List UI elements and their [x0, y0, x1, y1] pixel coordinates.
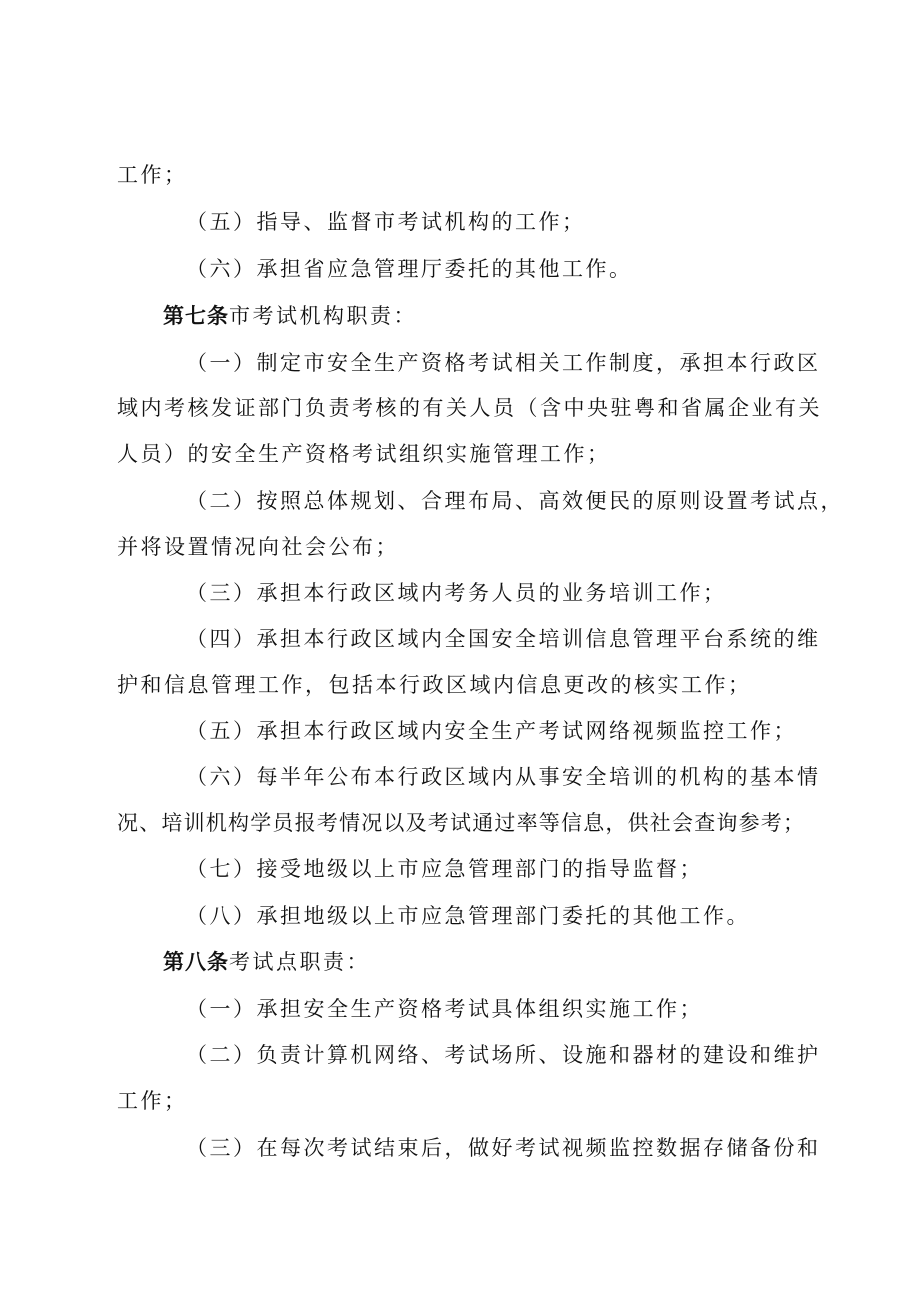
paragraph-line: 并将设置情况向社会公布； [117, 535, 399, 559]
paragraph-line: （一）制定市安全生产资格考试相关工作制度，承担本行政区 [186, 351, 821, 375]
paragraph-line: 人员）的安全生产资格考试组织实施管理工作； [117, 442, 611, 466]
paragraph-line: （八）承担地级以上市应急管理部门委托的其他工作。 [186, 904, 750, 928]
paragraph-line: 工作； [117, 1089, 188, 1113]
paragraph-line: 工作； [117, 163, 188, 187]
paragraph-line: （二）负责计算机网络、考试场所、设施和器材的建设和维护 [186, 1043, 821, 1067]
paragraph-line: （六）承担省应急管理厅委托的其他工作。 [186, 257, 633, 281]
paragraph-line: 护和信息管理工作，包括本行政区域内信息更改的核实工作； [117, 673, 752, 697]
paragraph-line: （二）按照总体规划、合理布局、高效便民的原则设置考试点， [186, 489, 844, 513]
article-number: 第八条 [163, 950, 229, 974]
paragraph-line: （三）在每次考试结束后，做好考试视频监控数据存储备份和 [186, 1136, 821, 1160]
paragraph-line: （五）承担本行政区域内安全生产考试网络视频监控工作； [186, 719, 797, 743]
paragraph-line: （七）接受地级以上市应急管理部门的指导监督； [186, 857, 703, 881]
paragraph-line: （三）承担本行政区域内考务人员的业务培训工作； [186, 581, 727, 605]
paragraph-line: 域内考核发证部门负责考核的有关人员（含中央驻粤和省属企业有关 [117, 396, 822, 420]
paragraph-line: （六）每半年公布本行政区域内从事安全培训的机构的基本情 [186, 765, 821, 789]
paragraph-line: （一）承担安全生产资格考试具体组织实施工作； [186, 997, 703, 1021]
article-heading [163, 944, 370, 980]
article-heading [163, 298, 417, 334]
article-number: 第七条 [163, 304, 229, 328]
paragraph-line: （五）指导、监督市考试机构的工作； [186, 210, 586, 234]
article-title: 市考试机构职责： [229, 304, 417, 328]
paragraph-line: 况、培训机构学员报考情况以及考试通过率等信息，供社会查询参考； [117, 811, 806, 835]
paragraph-line: （四）承担本行政区域内全国安全培训信息管理平台系统的维 [186, 627, 821, 651]
article-title: 考试点职责： [229, 950, 370, 974]
